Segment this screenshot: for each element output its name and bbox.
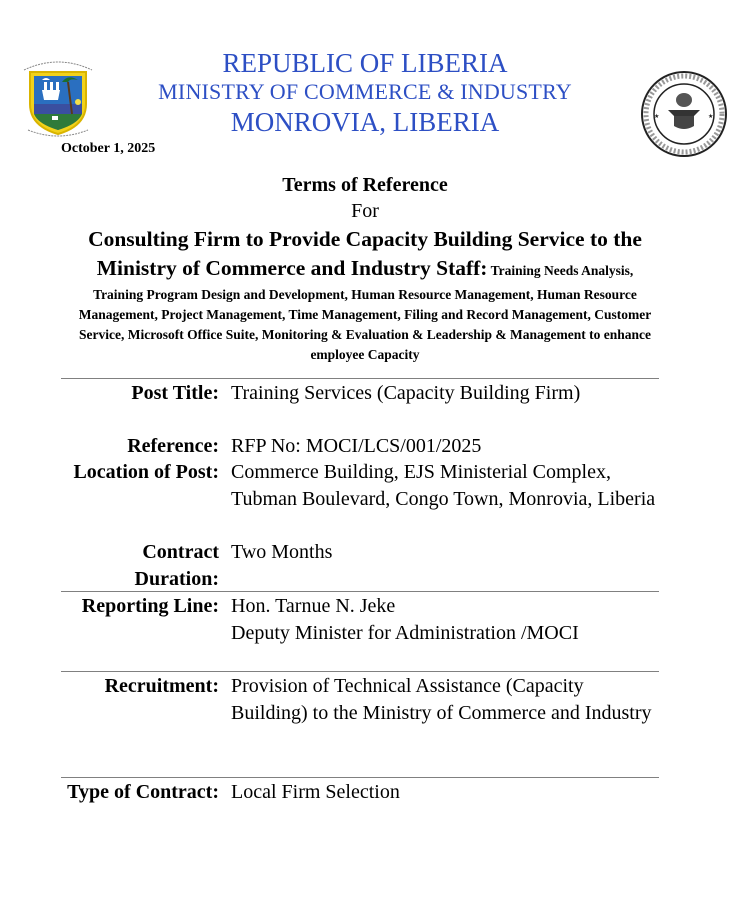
detail-row-post-title [61,380,661,407]
detail-value: Local Firm Selection [231,781,400,803]
detail-label: Reporting Line: [81,595,219,617]
detail-row-reporting-line [61,593,661,646]
svg-text:★: ★ [708,114,714,120]
tor-heading [60,172,670,365]
liberia-coat-of-arms-icon [16,52,100,140]
detail-label: Type of Contract: [67,781,219,803]
detail-value: Hon. Tarnue N. Jeke Deputy Minister for Administration /MOCI [231,595,579,644]
letterhead-country: REPUBLIC OF LIBERIA [222,48,508,78]
detail-label: Reference: [127,435,219,457]
divider [61,591,659,592]
tor-subject-line1: Consulting Firm to Provide Capacity Building Service to the [88,227,642,251]
detail-value: Training Services (Capacity Building Firm) [231,382,581,404]
tor-subject [60,225,670,285]
ministry-seal-icon [640,70,728,158]
tor-topics: Training Program Design and Development, Human Resource Management, Human Resource Management, Project Management, Time Management, Filing and Record Management, Customer Service, Microsoft Office Suite, Monitoring & Evaluation & Leadership & Management to enhance employee Capacity [78,287,652,362]
divider [61,671,659,672]
detail-label: Contract Duration: [134,541,219,590]
detail-row-location [61,459,661,512]
letterhead-city: MONROVIA, LIBERIA [230,107,500,137]
divider [61,378,659,379]
detail-label: Location of Post: [73,461,219,483]
detail-value: RFP No: MOCI/LCS/001/2025 [231,435,482,457]
detail-label: Post Title: [131,382,219,404]
document-date: October 1, 2025 [61,141,156,156]
tor-subject-line2: Ministry of Commerce and Industry Staff: Training Needs Analysis, [96,256,634,280]
detail-value: Provision of Technical Assistance (Capacity Building) to the Ministry of Commerce and Industry [231,675,652,724]
letterhead [140,48,590,138]
detail-row-contract-type [61,779,661,806]
detail-row-reference [61,433,661,460]
svg-text:★: ★ [654,114,660,120]
detail-value: Two Months [231,541,333,563]
detail-value: Commerce Building, EJS Ministerial Complex, Tubman Boulevard, Congo Town, Monrovia, Liberia [231,461,656,510]
tor-for: For [351,200,379,222]
detail-row-contract-duration [61,539,661,592]
tor-title: Terms of Reference [282,174,448,196]
letterhead-ministry: MINISTRY OF COMMERCE & INDUSTRY [158,79,572,104]
divider [61,777,659,778]
detail-label: Recruitment: [104,675,219,697]
detail-row-recruitment [61,673,661,726]
